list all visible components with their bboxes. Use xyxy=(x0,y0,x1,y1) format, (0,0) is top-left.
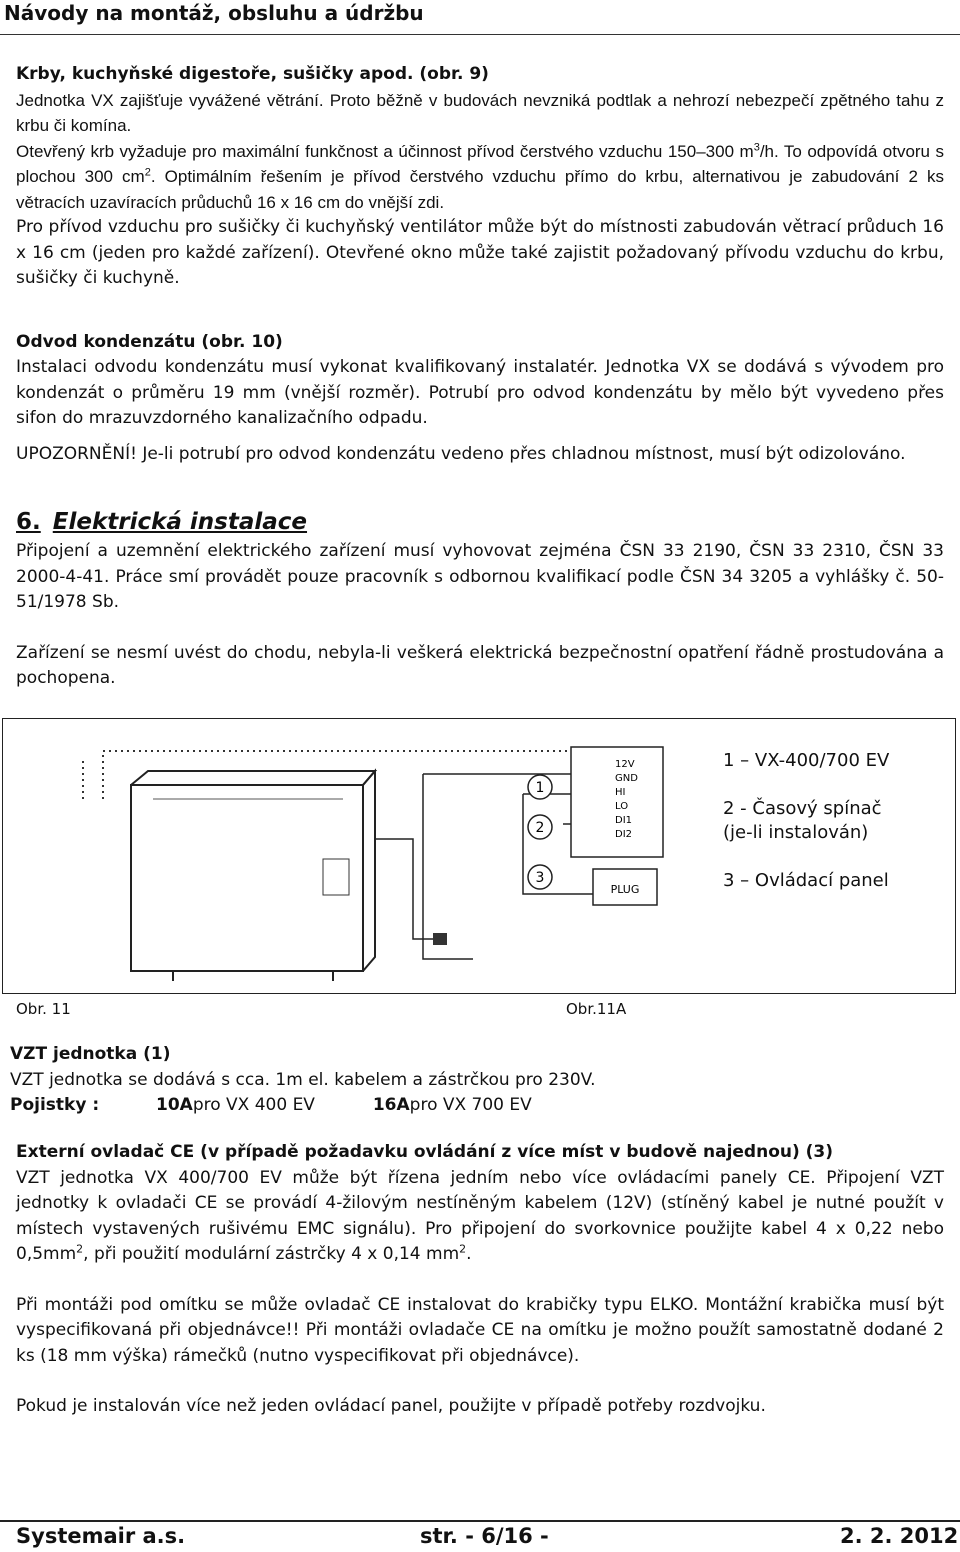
page-header xyxy=(0,0,960,35)
external-paragraph-2: Při montáži pod omítku se může ovladač CE instalovat do krabičky typu ELKO. Montážní krabička musí být vyspecifikovaná při objednávce!! Při montáži ovladače CE na omítku je možno použít samostatně dodané 2 ks (18 mm výška) rámečků (nutno vyspecifikovat při objednávce). xyxy=(16,1294,944,1366)
svg-text:12V: 12V xyxy=(615,759,635,770)
condensate-heading: Odvod kondenzátu (obr. 10) xyxy=(16,331,283,352)
svg-text:LO: LO xyxy=(615,801,629,812)
external-controller-section xyxy=(16,1140,944,1420)
footer-page-number: str. - 6/16 - xyxy=(420,1524,549,1548)
legend-item-panel: 3 – Ovládací panel xyxy=(723,870,889,891)
svg-text:2: 2 xyxy=(535,820,545,836)
page-footer xyxy=(0,1520,960,1552)
svg-text:DI2: DI2 xyxy=(615,829,633,840)
external-heading: Externí ovladač CE (v případě požadavku ovládání z více míst v budově najednou) (3) xyxy=(16,1142,834,1162)
caption-right: Obr.11A xyxy=(566,1000,627,1018)
legend-item-timer: 2 - Časový spínač (je-li instalován) xyxy=(723,798,882,843)
vzt-section xyxy=(10,1042,940,1119)
figure-legend xyxy=(723,749,943,917)
section-number: 6. xyxy=(16,509,41,535)
vzt-fuses: Pojistky : 10Apro VX 400 EV 16Apro VX 700 EV xyxy=(10,1095,532,1115)
legend-item-unit: 1 – VX-400/700 EV xyxy=(723,750,890,771)
svg-text:GND: GND xyxy=(615,773,638,784)
svg-text:DI1: DI1 xyxy=(615,815,633,826)
fireplaces-paragraph-1: Jednotka VX zajišťuje vyvážené větrání. Proto běžně v budovách nevzniká podtlak a nehrozí nebezpečí zpětného tahu z krbu či komína. xyxy=(16,90,944,135)
vzt-heading: VZT jednotka (1) xyxy=(10,1044,171,1064)
fireplaces-paragraph-3: Pro přívod vzduchu pro sušičky či kuchyňský ventilátor může být do místnosti zabudován větrací průduch 16 x 16 cm (jeden pro každé zařízení). Otevřené okno může také zajistit požadovaný přívodu vzduchu do krbu, sušičky či kuchyně. xyxy=(16,217,944,288)
fireplaces-heading: Krby, kuchyňské digestoře, sušičky apod. (obr. 9) xyxy=(16,64,489,84)
svg-text:1: 1 xyxy=(535,780,545,796)
footer-date: 2. 2. 2012 xyxy=(840,1524,959,1548)
svg-text:HI: HI xyxy=(615,787,626,798)
electrical-paragraph-2: Zařízení se nesmí uvést do chodu, nebyla-li veškerá elektrická bezpečnostní opatření řádně prostudována a pochopena. xyxy=(16,642,944,688)
wiring-figure xyxy=(2,718,956,994)
figure-captions xyxy=(16,1000,916,1022)
section-title: Elektrická instalace xyxy=(52,509,308,535)
page-title: Návody na montáž, obsluhu a údržbu xyxy=(4,1,424,25)
svg-text:3: 3 xyxy=(535,870,545,886)
svg-text:PLUG: PLUG xyxy=(610,883,640,896)
condensate-warning: UPOZORNĚNÍ! Je-li potrubí pro odvod kondenzátu vedeno přes chladnou místnost, musí být odizolováno. xyxy=(16,443,906,464)
footer-company: Systemair a.s. xyxy=(16,1524,186,1548)
section-heading xyxy=(16,505,944,539)
external-paragraph-3: Pokud je instalován více než jeden ovládací panel, použijte v případě potřeby rozdvojku. xyxy=(16,1396,766,1416)
condensate-paragraph-1: Instalaci odvodu kondenzátu musí vykonat kvalifikovaný instalatér. Jednotka VX se dodává s vývodem pro kondenzát o průměru 19 mm (vnější rozměr). Potrubí pro odvod kondenzátu by mělo být vyvedeno přes sifon do mrazuvzdorného kanalizačního odpadu. xyxy=(16,357,944,428)
vzt-paragraph: VZT jednotka se dodává s cca. 1m el. kabelem a zástrčkou pro 230V. xyxy=(10,1069,596,1090)
main-content xyxy=(16,62,944,692)
external-paragraph-1: VZT jednotka VX 400/700 EV může být řízena jedním nebo více ovládacími panely CE. Připojení VZT jednotky k ovladači CE se provádí 4-žilovým nestíněným kabelem (12V) (stíněný kabel je nutné použít v místech vystavených rušivému EMC signálu). Pro připojení do svorkovnice použijte kabel 4 x 0,22 nebo $0,5mm^2$, při použití modulární zástrčky 4 x 0,14 $mm^2$. xyxy=(16,1167,944,1264)
fireplaces-paragraph-2: Otevřený krb vyžaduje pro maximální funkčnost a účinnost přívod čerstvého vzduchu 150–300 $m^3/h$. To odpovídá otvoru s plochou 300 $cm^2$. Optimálním řešením je přívod čerstvého vzduchu přímo do krbu, alternativou je zabudování 2 ks větracích uzavíracích průduchů 16 x 16 cm do vnější zdi. xyxy=(16,140,944,212)
caption-left: Obr. 11 xyxy=(16,1000,71,1018)
electrical-paragraph-1: Připojení a uzemnění elektrického zařízení musí vyhovovat zejména ČSN 33 2190, ČSN 33 2310, ČSN 33 2000-4-41. Práce smí provádět pouze pracovník s odbornou kvalifikací podle ČSN 34 3205 a vyhlášky č. 50-51/1978 Sb. xyxy=(16,541,944,612)
